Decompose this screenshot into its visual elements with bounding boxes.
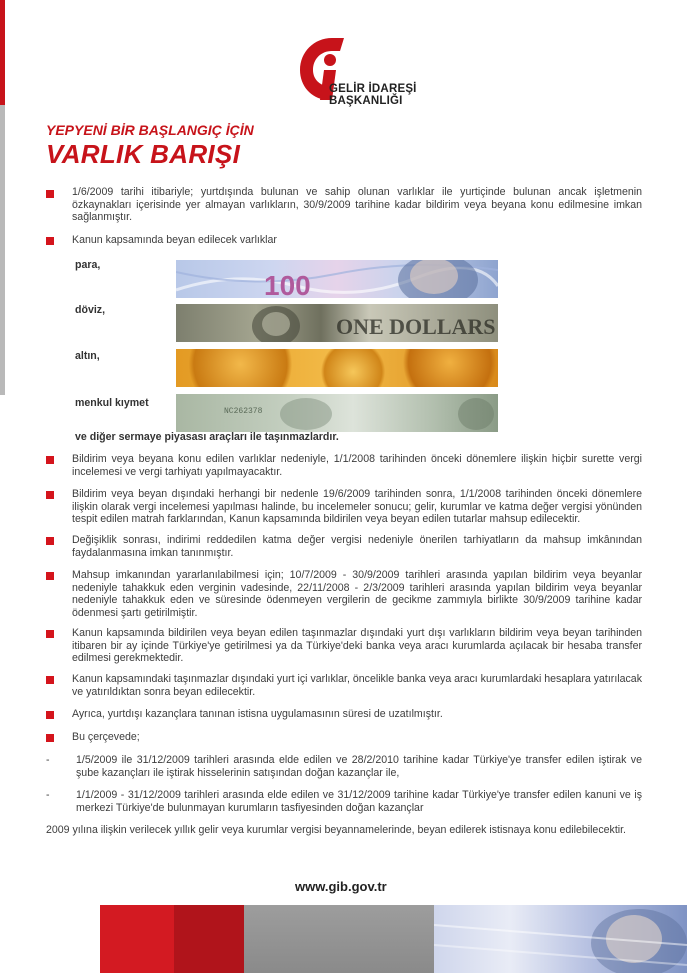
bullet-icon (46, 734, 54, 742)
left-accent-bar-red (0, 0, 5, 105)
bullet-icon (46, 237, 54, 245)
footer-url-link[interactable]: www.gib.gov.tr (295, 879, 387, 894)
assets-closing: ve diğer sermaye piyasası araçları ile taşınmazlardır. (75, 431, 339, 443)
page-title: VARLIK BARIŞI (46, 139, 241, 169)
footer-band-banknote-image (434, 905, 687, 973)
closing-note: 2009 yılına ilişkin verilecek yıllık gelir veya kurumlar vergisi beyannamelerinde, beyan edilerek istisnaya konu edilebilecektir. (46, 824, 626, 836)
bond-certificate-image (176, 394, 498, 432)
dash-marker: - (46, 754, 50, 766)
bond-number: NC262378 (224, 407, 263, 416)
logo-line-2: BAŞKANLIĞI (329, 95, 403, 107)
asset-label-doviz: döviz, (75, 304, 106, 316)
dollar-banknote-image (176, 304, 498, 342)
lira-banknote-image (176, 260, 498, 298)
paragraph-3: Değişiklik sonrası, indirimi reddedilen katma değer vergisi nedeniyle önerilen tarhiyatların da mahsup imkânından faydalanmasına imkan tanınmıştır. (72, 534, 642, 559)
paragraph-5: Kanun kapsamında bildirilen veya beyan edilen taşınmazlar dışındaki yurt dışı varlıkların bildirim veya beyan tarihinden itibaren bir ay içinde Türkiye'ye getirilmesi ya da Türkiye'deki banka veya aracı kurumlarda açılacak bir hesaba transfer edilmesi gerekmektedir. (72, 627, 642, 665)
dash-item-2: 1/1/2009 - 31/12/2009 tarihleri arasında elde edilen ve 31/12/2009 tarihine kadar Türkiye'ye transfer edilen kanuni ve iş merkezi Türkiye'de bulunmayan kurumların tasfiyesinden doğan kazançlar (76, 789, 642, 814)
logo-line-1: GELİR İDAREŞİ (329, 83, 417, 95)
bullet-icon (46, 572, 54, 580)
svg-text:ONE DOLLARS: ONE DOLLARS (336, 314, 496, 339)
left-accent-bar-grey (0, 105, 5, 395)
bullet-icon (46, 456, 54, 464)
bullet-icon (46, 190, 54, 198)
footer-band-dark-red (174, 905, 244, 973)
page-subtitle: YEPYENİ BİR BAŞLANGIÇ İÇİN (46, 122, 254, 138)
bullet-icon (46, 711, 54, 719)
dash-marker: - (46, 789, 50, 801)
paragraph-4: Mahsup imkanından yararlanılabilmesi için; 10/7/2009 - 30/9/2009 tarihleri arasında yapılan bildirim veya beyanlar nedeniyle tahakkuk eden verginin vadesinde, 22/11/2008 - 2/3/2009 tarihleri arasında yapılan bildirim veya beyanlar nedeniyle tahakkuk eden ve süresinde ödenmeyen vergilerin de gecikme zammıyla birlikte 30/9/2009 tarihine kadar ödenmesi şartı getirilmiştir. (72, 569, 642, 619)
paragraph-1: Bildirim veya beyana konu edilen varlıklar nedeniyle, 1/1/2008 tarihinden önceki dönemlere ilişkin hiçbir surette vergi incelemesi ve vergi tarhiyatı yapılmayacaktır. (72, 453, 642, 478)
paragraph-7: Ayrıca, yurtdışı kazançlara tanınan istisna uygulamasının süresi de uzatılmıştır. (72, 708, 443, 720)
paragraph-8: Bu çerçevede; (72, 731, 140, 743)
gold-coins-image (176, 349, 498, 387)
bullet-icon (46, 537, 54, 545)
intro-paragraph: 1/6/2009 tarihi itibariyle; yurtdışında bulunan ve sahip olunan varlıklar ile yurtiçinde bulunan ancak işletmenin özkaynakları içerisinde yer almayan varlıkların, 30/9/2009 tarihine kadar bildirim veya beyana konu edilmesine imkan sağlanmıştır. (72, 186, 642, 224)
asset-label-altin: altın, (75, 350, 100, 362)
dash-item-1: 1/5/2009 ile 31/12/2009 tarihleri arasında elde edilen ve 28/2/2010 tarihine kadar Türkiye'ye transfer edilen iştirak ve şube kazançları ile iştirak hisselerinin satışından doğan kazançlar ile, (76, 754, 642, 779)
logo-text (329, 83, 417, 107)
footer-band-red (100, 905, 174, 973)
footer-band-grey (244, 905, 434, 973)
paragraph-2: Bildirim veya beyan dışındaki herhangi bir nedenle 19/6/2009 tarihinden sonra, 1/1/2008 tarihinden önceki dönemlere ilişkin olarak vergi incelemesi yapılması halinde, bu incelemeler sonucu; gelir, kurumlar ve katma değer vergisi yönünden tespit edilen matrah farklarından, Kanun kapsamında bildirilen veya beyan edilen tutarlar mahsup edilecektir. (72, 488, 642, 526)
bullet-icon (46, 630, 54, 638)
banknote-value: 100 (264, 270, 311, 298)
paragraph-6: Kanun kapsamındaki taşınmazlar dışındaki yurt içi varlıklar, öncelikle banka veya aracı kurumlardaki hesaplara yatırılacak ve yatırıldıktan sonra beyan edilecektir. (72, 673, 642, 698)
asset-label-para: para, (75, 259, 101, 271)
bullet-icon (46, 676, 54, 684)
bullet-icon (46, 491, 54, 499)
assets-heading: Kanun kapsamında beyan edilecek varlıklar (72, 234, 277, 246)
asset-label-menkul: menkul kıymet (75, 397, 149, 409)
